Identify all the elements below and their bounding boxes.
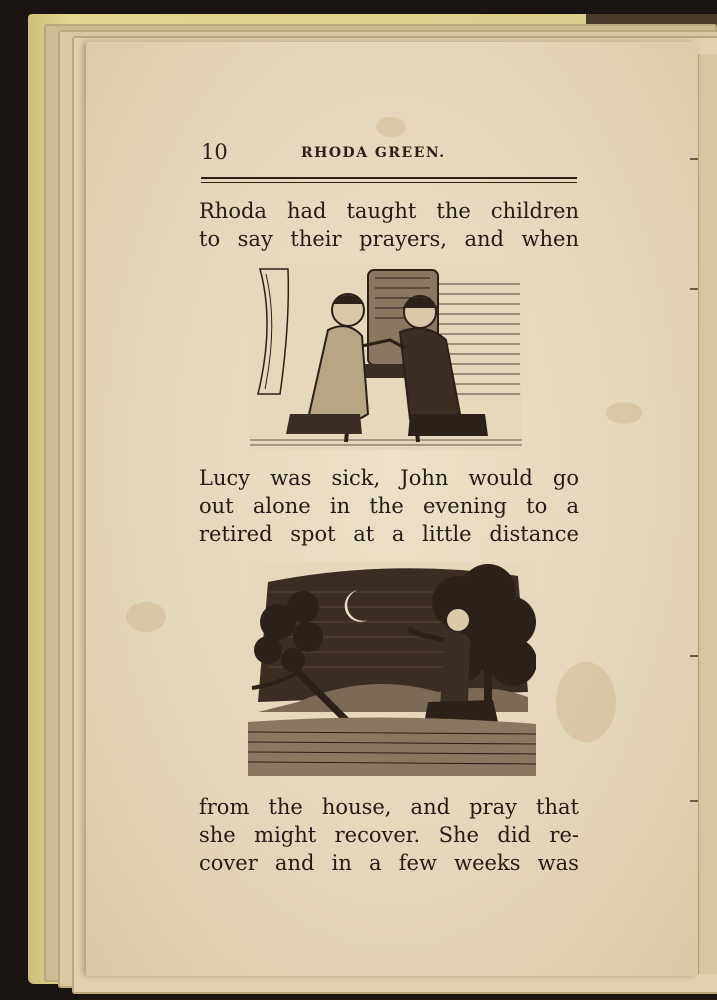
header-rule: [201, 182, 577, 183]
binding-mark: [690, 288, 698, 290]
facing-page-edge: [698, 54, 717, 974]
text-line: [199, 197, 579, 225]
word: to: [199, 227, 221, 251]
word: the: [436, 199, 471, 223]
word: alone: [252, 494, 311, 518]
binding-mark: [690, 655, 698, 657]
word: out: [199, 494, 234, 518]
paper-stain: [376, 117, 406, 137]
word: in: [329, 494, 351, 518]
engraving-boy-praying-night: [248, 562, 536, 776]
word: evening: [422, 494, 507, 518]
word: and: [410, 795, 451, 819]
word: a: [369, 851, 382, 875]
text-line: [199, 225, 579, 253]
text-line: [199, 821, 579, 849]
word: that: [536, 795, 579, 819]
word: Lucy: [199, 466, 251, 490]
word: house,: [321, 795, 392, 819]
text-line: [199, 793, 579, 821]
paragraph-2: [199, 464, 579, 548]
word: their: [290, 227, 342, 251]
binding-mark: [690, 800, 698, 802]
word: She: [438, 823, 479, 847]
paper-stain: [126, 602, 166, 632]
word: did: [497, 823, 531, 847]
word: children: [490, 199, 579, 223]
word: go: [552, 466, 579, 490]
running-title: RHODA GREEN.: [301, 145, 446, 161]
word: weeks: [454, 851, 521, 875]
word: a: [391, 522, 405, 546]
word: prayers,: [359, 227, 447, 251]
word: from: [199, 795, 250, 819]
word: John: [400, 466, 449, 490]
word: taught: [346, 199, 417, 223]
word: was: [270, 466, 312, 490]
paper-stain: [556, 662, 616, 742]
word: at: [353, 522, 375, 546]
word: say: [237, 227, 273, 251]
word: and: [274, 851, 315, 875]
word: retired: [199, 522, 273, 546]
word: would: [468, 466, 533, 490]
engraving-children-praying: [250, 264, 522, 450]
paragraph-3: [199, 793, 579, 877]
page-header: [201, 140, 577, 174]
header-rule: [201, 177, 577, 179]
word: sick,: [331, 466, 381, 490]
word: in: [331, 851, 352, 875]
text-line: [199, 464, 579, 492]
text-line: [199, 520, 579, 548]
word: might: [254, 823, 317, 847]
word: when: [521, 227, 579, 251]
word: had: [286, 199, 327, 223]
word: to: [526, 494, 548, 518]
word: a: [566, 494, 579, 518]
paragraph-1: [199, 197, 579, 253]
word: re-: [549, 823, 579, 847]
word: recover.: [334, 823, 421, 847]
word: distance: [489, 522, 579, 546]
word: spot: [290, 522, 336, 546]
word: she: [199, 823, 236, 847]
word: pray: [469, 795, 517, 819]
page-number: 10: [201, 140, 228, 164]
binding-mark: [690, 158, 698, 160]
illustration-children-praying: [250, 264, 522, 450]
word: the: [268, 795, 303, 819]
word: few: [398, 851, 437, 875]
text-line: [199, 492, 579, 520]
illustration-boy-praying-night: [248, 562, 536, 776]
word: little: [422, 522, 472, 546]
word: the: [369, 494, 404, 518]
word: Rhoda: [199, 199, 267, 223]
text-line: [199, 849, 579, 877]
paper-stain: [606, 402, 642, 424]
word: and: [464, 227, 504, 251]
word: cover: [199, 851, 258, 875]
word: was: [537, 851, 579, 875]
